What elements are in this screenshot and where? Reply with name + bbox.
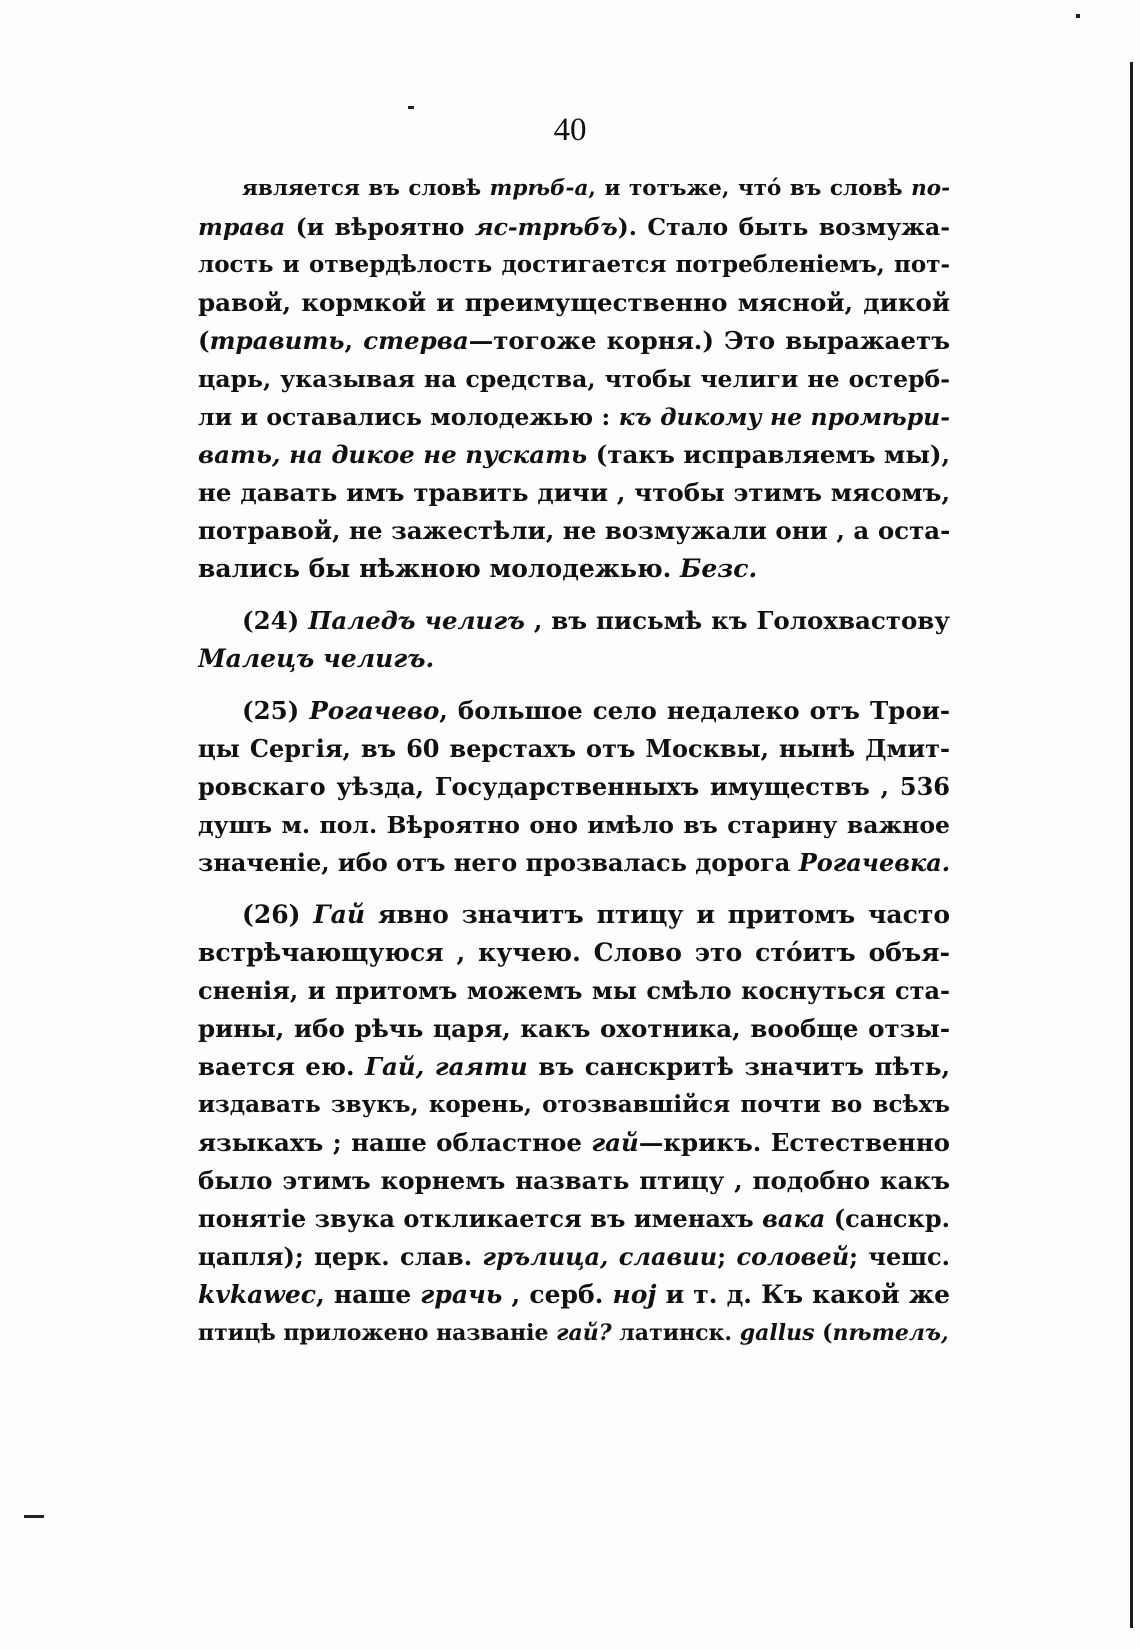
- text-line: [198, 550, 950, 588]
- italic-run: по-: [911, 176, 950, 201]
- text-line: [198, 602, 950, 640]
- text-line: [198, 896, 950, 934]
- body-text: [198, 170, 950, 1352]
- text-run: рины, ибо рѣчь царя, какъ охотника, вообще отзы-: [198, 1014, 950, 1043]
- paragraph: [198, 170, 950, 588]
- text-run: душъ м. пол. Вѣроятно оно имѣло въ старину важное: [198, 811, 950, 839]
- text-line: [198, 1124, 950, 1162]
- page-number: 40: [553, 112, 587, 148]
- text-line: [198, 512, 950, 550]
- text-run: (: [814, 1320, 833, 1346]
- text-line: [198, 474, 950, 512]
- text-run: въ санскритѣ значитъ пѣть,: [527, 1052, 950, 1081]
- paragraph-gap: [198, 882, 950, 896]
- text-line: [198, 768, 950, 806]
- italic-run: Гай: [313, 900, 366, 929]
- text-line: [198, 284, 950, 322]
- text-line: [198, 1200, 950, 1238]
- paragraph-gap: [198, 588, 950, 602]
- text-run: (санскр.: [825, 1204, 950, 1233]
- text-run: языкахъ ; наше областное: [198, 1128, 592, 1157]
- scan-speck: [24, 1515, 44, 1518]
- text-run: (26): [242, 900, 314, 929]
- text-run: ровскаго уѣзда, Государственныхъ имуществъ , 536: [198, 772, 950, 801]
- text-line: [198, 1276, 950, 1314]
- text-line: [198, 1086, 950, 1124]
- text-run: ; чешс.: [849, 1242, 950, 1271]
- text-run: цапля); церк. слав.: [198, 1242, 483, 1271]
- italic-run: яс-трѣбъ: [474, 213, 618, 241]
- italic-run: грълица, славии: [482, 1242, 718, 1271]
- text-run: латинск.: [611, 1320, 740, 1346]
- text-run: лость и отвердѣлость достигается потребленіемъ, пот-: [198, 251, 950, 278]
- text-line: [198, 1162, 950, 1200]
- text-run: является въ словѣ: [242, 176, 490, 201]
- italic-run: kvkawec: [198, 1280, 317, 1309]
- italic-run: Рогачево: [309, 696, 440, 725]
- italic-run: gallus: [739, 1320, 815, 1346]
- paragraph: [198, 896, 950, 1352]
- text-line: [198, 844, 950, 882]
- scan-speck: [408, 106, 414, 109]
- text-run: , наше: [316, 1280, 421, 1309]
- text-run: —крикъ. Естественно: [638, 1128, 950, 1157]
- italic-run: трѣб-а: [489, 176, 589, 201]
- italic-run: гай?: [556, 1320, 612, 1346]
- paragraph-gap: [198, 678, 950, 692]
- paragraph: [198, 602, 950, 678]
- text-line: [198, 436, 950, 474]
- text-run: цы Сергія, въ 60 верстахъ отъ Москвы, нынѣ Дмит-: [198, 734, 950, 763]
- text-run: (и вѣроятно: [285, 213, 475, 241]
- text-line: [198, 934, 950, 972]
- text-line: [198, 730, 950, 768]
- text-run: значеніе, ибо отъ него прозвалась дорога: [198, 848, 799, 877]
- italic-run: соловей: [736, 1242, 850, 1271]
- text-run: , большое село недалеко отъ Трои-: [439, 696, 950, 725]
- italic-run: трава: [198, 213, 286, 241]
- italic-run: Рогачевка.: [798, 848, 950, 877]
- italic-run: стерва: [363, 326, 469, 355]
- text-line: [198, 170, 950, 208]
- text-run: встрѣчающуюся , кучею. Слово это сто́итъ объя-: [198, 938, 950, 967]
- text-line: [198, 398, 950, 436]
- text-run: ). Стало быть возмужа-: [617, 213, 950, 241]
- text-line: [198, 1238, 950, 1276]
- text-run: потравой, не зажестѣли, не возмужали они , а оста-: [198, 516, 950, 545]
- italic-run: Малецъ челигъ.: [198, 644, 435, 673]
- text-line: [198, 208, 950, 246]
- text-run: (: [198, 326, 210, 355]
- text-line: [198, 972, 950, 1010]
- text-run: птицѣ приложено названіе: [198, 1320, 557, 1346]
- text-run: ;: [717, 1242, 737, 1271]
- text-run: , серб.: [502, 1280, 613, 1309]
- text-run: , въ письмѣ къ Голохвастову: [524, 606, 950, 635]
- italic-run: къ дикому не промѣри-: [618, 403, 950, 431]
- text-line: [198, 1048, 950, 1086]
- text-line: [198, 806, 950, 844]
- text-run: —тогоже корня.) Это выражаетъ: [468, 326, 950, 355]
- text-run: (24): [242, 606, 309, 635]
- text-run: явно значитъ птицу и притомъ часто: [365, 900, 950, 929]
- italic-run: Паледъ челигъ: [308, 606, 525, 635]
- italic-run: Гай, гаяти: [365, 1052, 528, 1081]
- text-run: издавать звукъ, корень, отозвавшійся почти во всѣхъ: [198, 1091, 950, 1118]
- paragraph: [198, 692, 950, 882]
- italic-run: вать, на дикое не пускать: [198, 440, 588, 469]
- text-line: [198, 360, 950, 398]
- italic-run: травить: [209, 326, 345, 355]
- text-line: [198, 322, 950, 360]
- text-run: и т. д. Къ какой же: [656, 1280, 950, 1309]
- text-run: (25): [242, 696, 310, 725]
- text-line: [198, 692, 950, 730]
- text-line: [198, 246, 950, 284]
- text-line: [198, 1314, 950, 1352]
- text-run: вались бы нѣжною молодежью.: [198, 554, 681, 583]
- italic-run: грачь: [420, 1280, 503, 1309]
- scan-edge-shadow: [1130, 62, 1133, 1628]
- italic-run: гай: [591, 1128, 639, 1157]
- text-run: ,: [344, 326, 364, 355]
- text-run: сненія, и притомъ можемъ мы смѣло коснуться ста-: [198, 976, 950, 1005]
- text-run: понятіе звука откликается въ именахъ: [198, 1204, 763, 1233]
- italic-run: ној: [612, 1280, 657, 1309]
- italic-run: вака: [762, 1204, 826, 1233]
- text-run: ли и оставались молодежью :: [198, 403, 619, 431]
- text-run: вается ею.: [198, 1052, 366, 1081]
- text-run: , и тотъже, что́ въ словѣ: [588, 176, 912, 201]
- text-run: равой, кормкой и преимущественно мясной, дикой: [198, 288, 950, 317]
- text-run: было этимъ корнемъ назвать птицу , подобно какъ: [198, 1166, 950, 1195]
- italic-run: Безс.: [680, 554, 758, 583]
- text-run: (такъ исправляемъ мы),: [587, 440, 950, 469]
- text-run: царь, указывая на средства, чтобы челиги не остерб-: [198, 365, 950, 393]
- text-line: [198, 640, 950, 678]
- scan-speck: [1076, 14, 1080, 18]
- text-line: [198, 1010, 950, 1048]
- text-run: не давать имъ травить дичи , чтобы этимъ мясомъ,: [198, 478, 950, 507]
- italic-run: пѣтелъ,: [832, 1320, 949, 1346]
